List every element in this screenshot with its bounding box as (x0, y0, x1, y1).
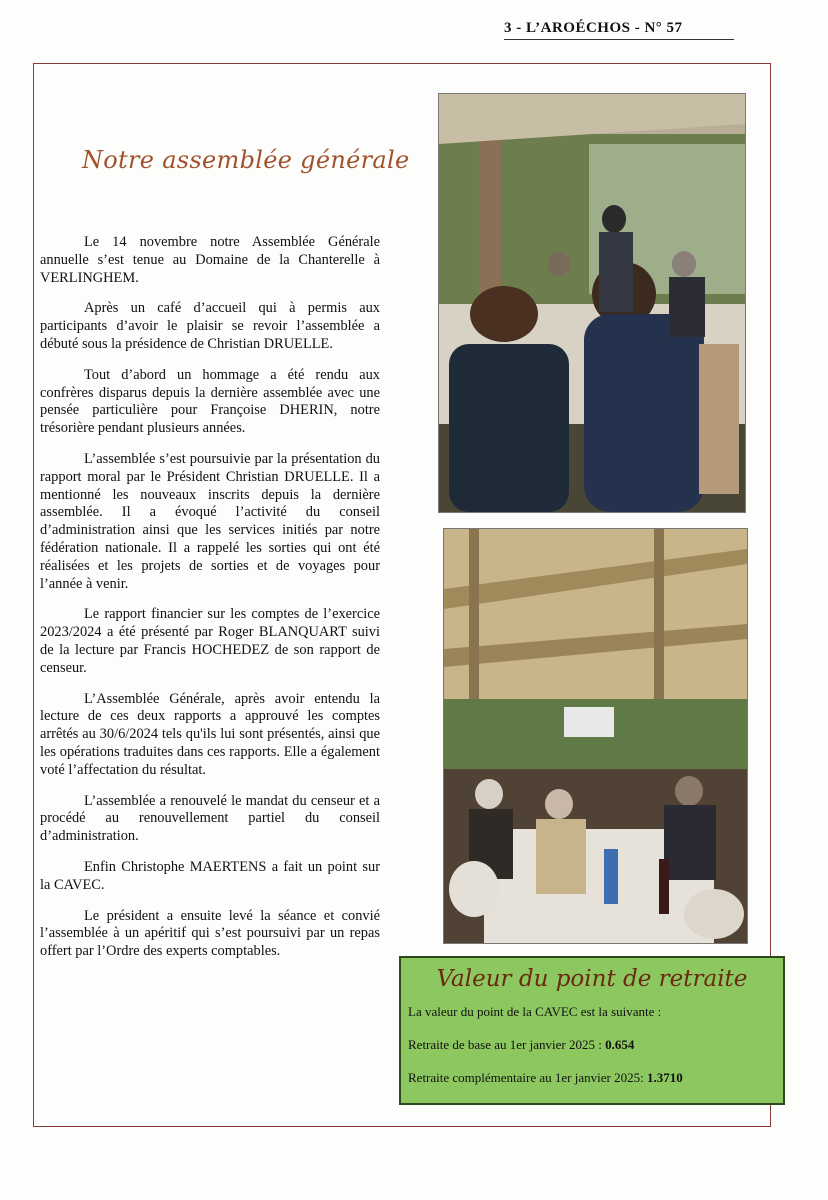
article-paragraph: Le 14 novembre notre Assemblée Générale annuelle s’est tenue au Domaine de la Chanterelle à VERLINGHEM. (40, 234, 380, 286)
retirement-base-label: Retraite de base au 1er janvier 2025 : (408, 1037, 606, 1052)
article-paragraph: L’assemblée s’est poursuivie par la présentation du rapport moral par le Président Christian DRUELLE. Il a mentionné les nouveaux inscrits depuis la dernière assemblée. Il a évoqué l’activité du conseil d’administration ainsi que les services initiés par notre fédération nationale. Il a rappelé les sorties qui ont été réalisées et les projets de sorties et de voyages pour l’année à venir. (40, 450, 380, 592)
article-paragraph: L’assemblée a renouvelé le mandat du censeur et a procédé au renouvellement partiel du conseil d’administration. (40, 792, 380, 845)
assembly-photo-dining-hall (443, 528, 748, 944)
article-paragraph: Le rapport financier sur les comptes de l’exercice 2023/2024 a été présenté par Roger BLANQUART suivi de la lecture par Francis HOCHEDEZ de son rapport de censeur. (40, 606, 380, 676)
retirement-complementary-value: 1.3710 (646, 1070, 683, 1085)
retirement-base-value: 0.654 (605, 1037, 635, 1052)
article-body (40, 234, 380, 974)
article-paragraph: Enfin Christophe MAERTENS a fait un point sur la CAVEC. (40, 858, 380, 893)
retirement-complementary-label: Retraite complémentaire au 1er janvier 2025: (408, 1070, 647, 1085)
assembly-photo-veranda (438, 93, 746, 513)
article-title: Notre assemblée générale (82, 146, 410, 174)
retirement-complementary-line (408, 1070, 683, 1086)
page-header: 3 - L’AROÉCHOS - N° 57 (504, 20, 734, 40)
article-paragraph: Après un café d’accueil qui à permis aux participants d’avoir le plaisir se revoir l’assemblée a débuté sous la présidence de Christian DRUELLE. (40, 300, 380, 352)
article-paragraph: Tout d’abord un hommage a été rendu aux confrères disparus depuis la dernière assemblée avec une pensée particulière pour Françoise DHERIN, notre trésorière pendant plusieurs années. (40, 366, 380, 437)
article-paragraph: L’Assemblée Générale, après avoir entendu la lecture de ces deux rapports a approuvé les comptes arrêtés au 30/6/2024 tels qu'ils lui sont présentés, ainsi que les opérations traduites dans ces rapports. Elle a également voté l’affectation du résultat. (40, 690, 380, 778)
retirement-intro: La valeur du point de la CAVEC est la suivante : (408, 1004, 662, 1019)
retirement-box-title: Valeur du point de retraite (436, 966, 748, 992)
article-paragraph: Le président a ensuite levé la séance et convié l’assemblée à un apéritif qui s’est poursuivi par un repas offert par l’Ordre des experts comptables. (40, 907, 380, 960)
retirement-point-box (399, 956, 785, 1105)
retirement-base-line (408, 1037, 634, 1053)
